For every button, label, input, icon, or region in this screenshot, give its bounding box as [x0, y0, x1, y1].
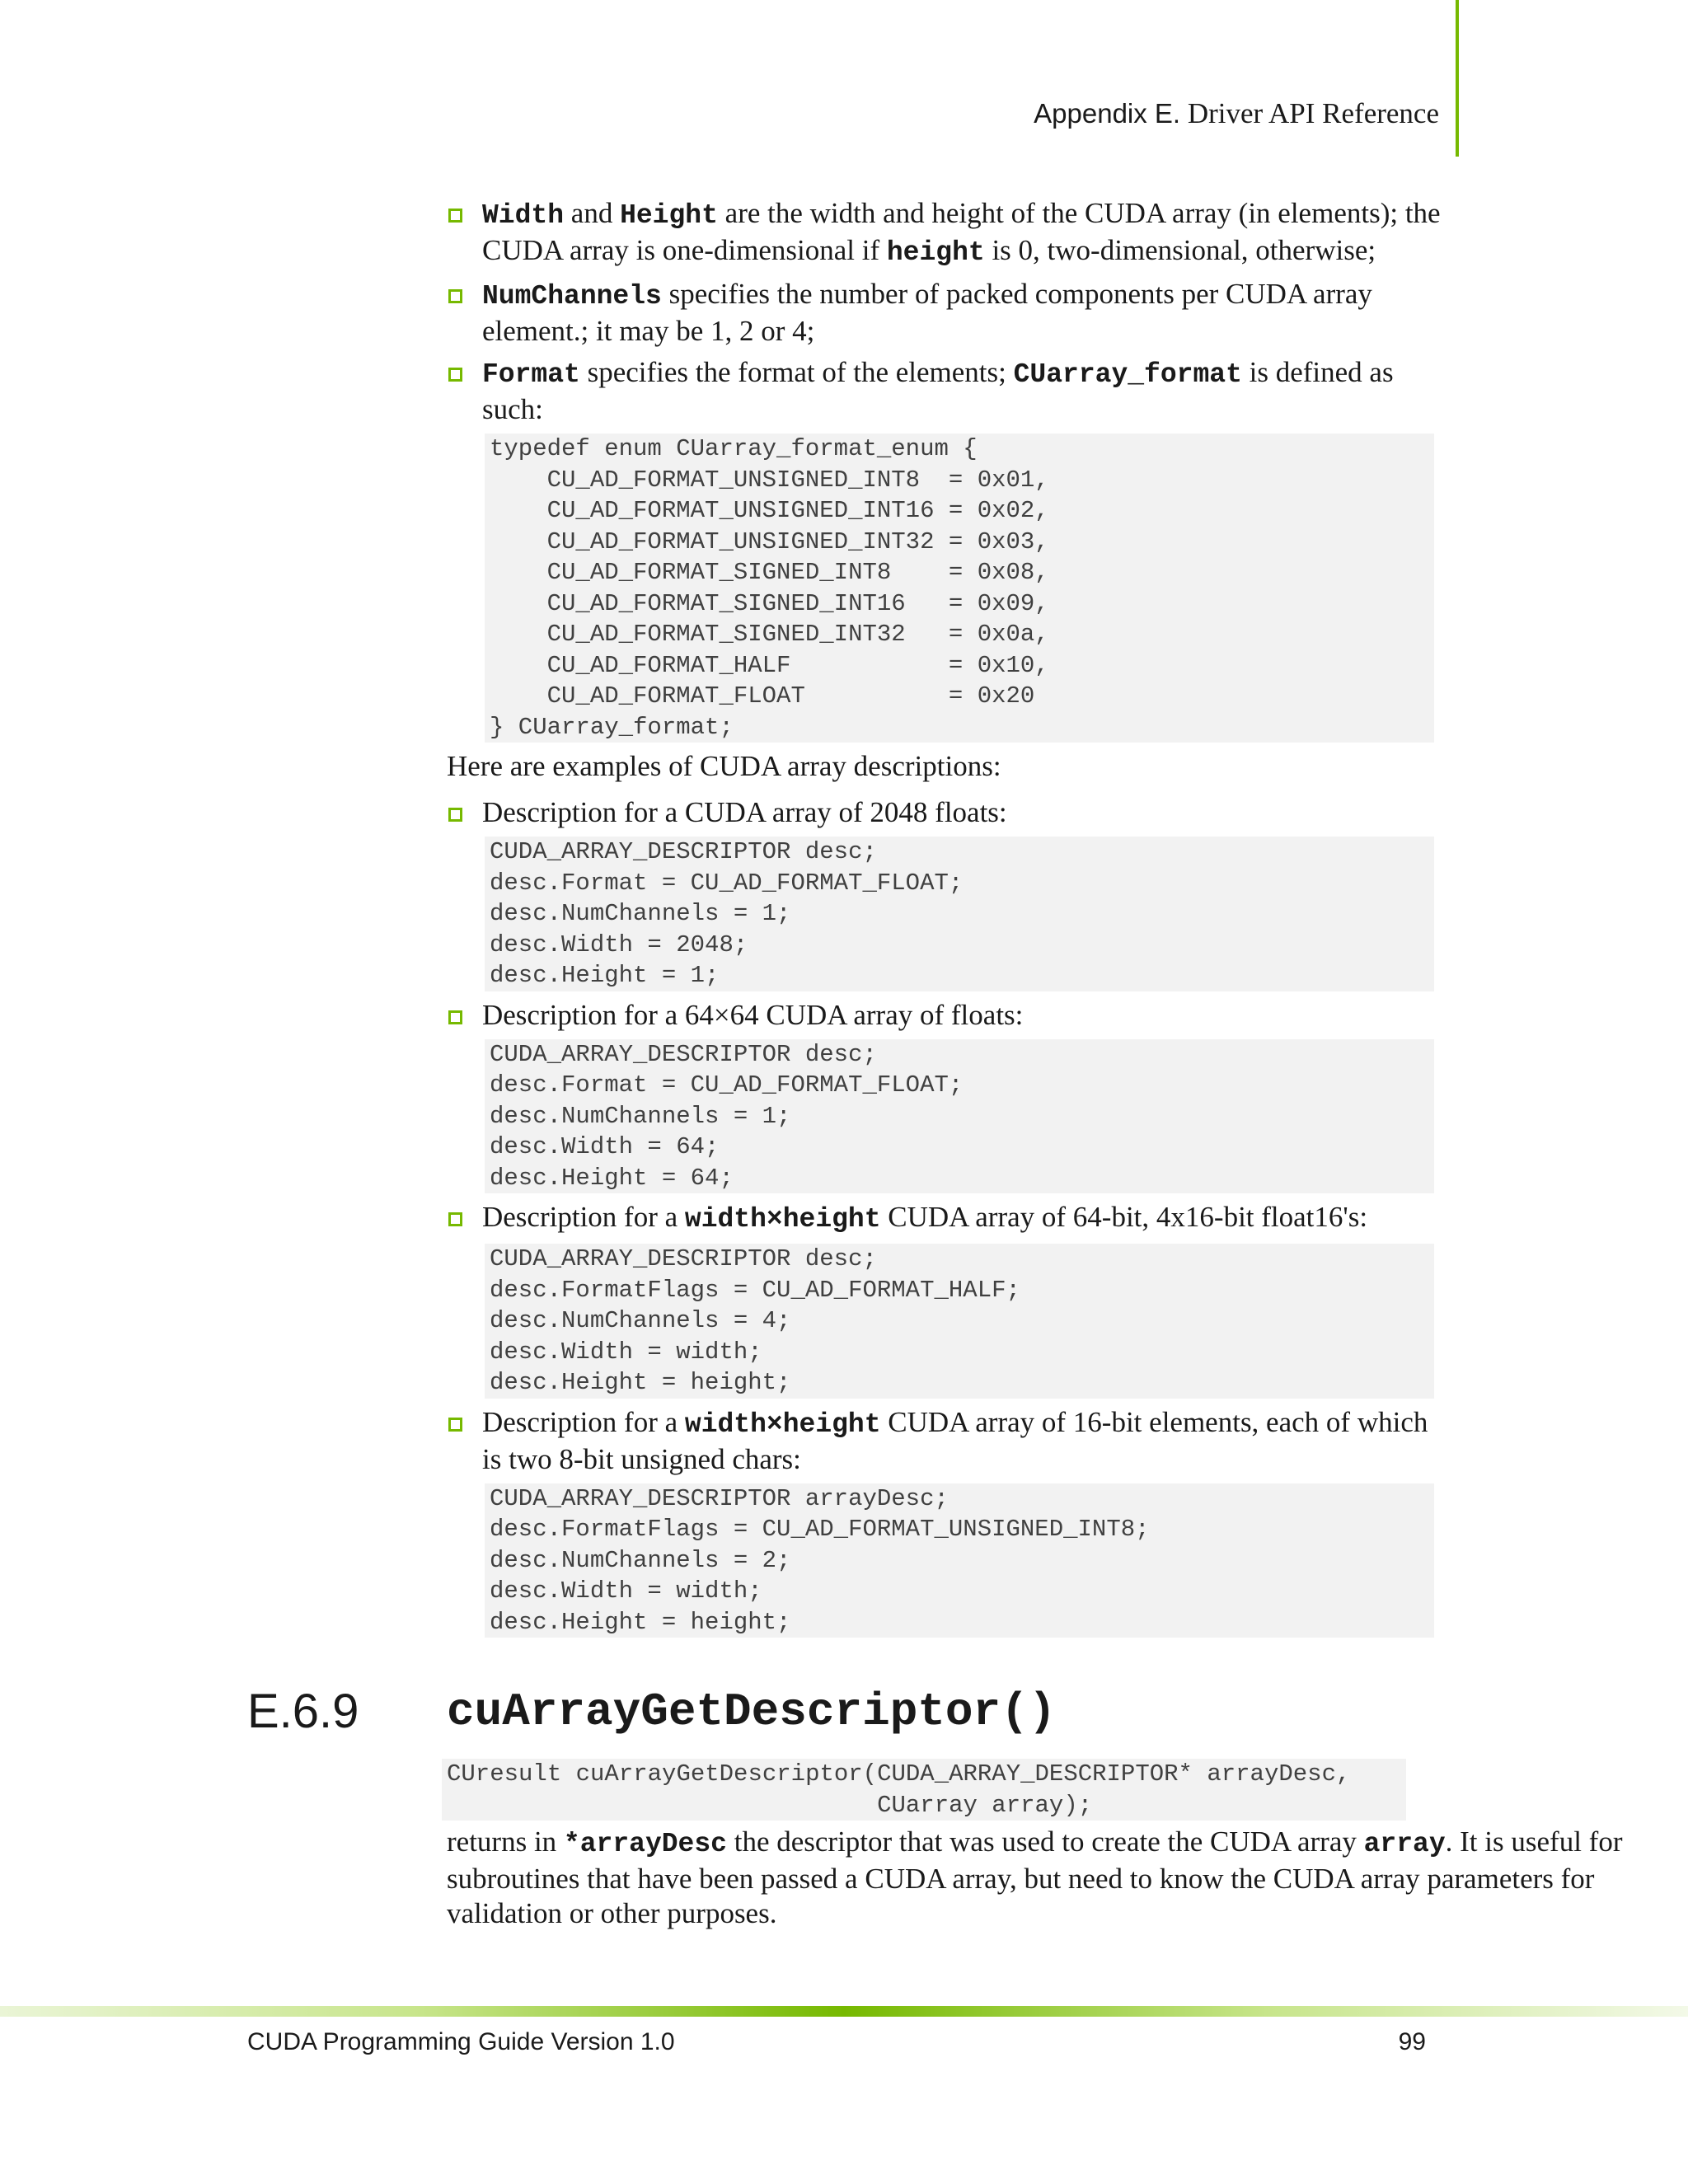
- inline-code: array: [1363, 1829, 1446, 1859]
- checkbox-bullet-icon: [448, 1418, 462, 1432]
- text-run: Description for a CUDA array of 2048 floats:: [482, 796, 1007, 828]
- example-code-block: CUDA_ARRAY_DESCRIPTOR desc; desc.Format = CU_AD_FORMAT_FLOAT; desc.NumChannels = 1; desc.Width = 2048; desc.Height = 1;: [485, 837, 1434, 991]
- inline-code: NumChannels: [482, 281, 662, 312]
- checkbox-bullet-icon: [448, 368, 462, 382]
- header-appendix: Appendix E.: [1034, 98, 1181, 129]
- bullet-text: [482, 277, 1444, 349]
- example-text: [482, 1405, 1444, 1477]
- text-run: the descriptor that was used to create the CUDA array: [726, 1825, 1364, 1858]
- text-run: . It is useful for subroutines that have been passed a CUDA array, but need to know the CUDA array parameters for validation or other purposes.: [447, 1825, 1623, 1929]
- bullet-numchannels: [447, 277, 1444, 349]
- bullet-text: [482, 355, 1444, 427]
- example-bullet: [447, 1405, 1444, 1477]
- text-run: specifies the number of packed components per CUDA array element.; it may be 1, 2 or 4;: [482, 278, 1372, 347]
- example-text: [482, 998, 1444, 1033]
- main-content: [447, 196, 1444, 1644]
- checkbox-bullet-icon: [448, 289, 462, 303]
- inline-code: Width: [482, 200, 565, 231]
- inline-code: width×height: [684, 1408, 881, 1440]
- checkbox-bullet-icon: [448, 1212, 462, 1226]
- inline-code: Format: [482, 359, 580, 390]
- checkbox-bullet-icon: [448, 209, 462, 223]
- text-run: is 0, two-dimensional, otherwise;: [984, 234, 1376, 266]
- example-text: [482, 1200, 1444, 1237]
- text-run: Description for a 64×64 CUDA array of floats:: [482, 998, 1024, 1031]
- example-bullet: [447, 1200, 1444, 1237]
- page-number: 99: [1398, 2028, 1426, 2055]
- checkbox-bullet-icon: [448, 1010, 462, 1024]
- text-run: are the width and height of the CUDA array (in elements); the CUDA array is one-dimensional if: [482, 197, 1441, 266]
- function-signature-code: CUresult cuArrayGetDescriptor(CUDA_ARRAY_DESCRIPTOR* arrayDesc, CUarray array);: [442, 1759, 1406, 1821]
- inline-code: *arrayDesc: [563, 1829, 727, 1859]
- inline-code: height: [886, 237, 985, 268]
- bullet-format: [447, 355, 1444, 427]
- function-description: [447, 1825, 1667, 1931]
- page-footer: [247, 2026, 1426, 2059]
- bullet-text: [482, 196, 1444, 270]
- text-run: is defined as such:: [482, 356, 1394, 425]
- section-number: E.6.9: [247, 1685, 359, 1738]
- text-run: Description for a: [482, 1405, 685, 1438]
- footer-gradient-bar: [0, 2006, 1688, 2017]
- example-code-block: CUDA_ARRAY_DESCRIPTOR desc; desc.FormatFlags = CU_AD_FORMAT_HALF; desc.NumChannels = 4; desc.Width = width; desc.Height = height;: [485, 1244, 1434, 1399]
- text-run: Description for a: [482, 1201, 685, 1233]
- footer-guide-title: CUDA Programming Guide Version 1.0: [247, 2028, 675, 2055]
- example-text: [482, 795, 1444, 830]
- example-bullet: [447, 998, 1444, 1033]
- header-title: Driver API Reference: [1187, 97, 1439, 129]
- inline-code: CUarray_format: [1013, 359, 1242, 390]
- text-run: and: [564, 197, 621, 229]
- example-code-block: CUDA_ARRAY_DESCRIPTOR arrayDesc; desc.FormatFlags = CU_AD_FORMAT_UNSIGNED_INT8; desc.NumChannels = 2; desc.Width = width; desc.Height = height;: [485, 1483, 1434, 1638]
- section-title: cuArrayGetDescriptor(): [447, 1685, 1057, 1738]
- example-bullet: [447, 795, 1444, 830]
- text-run: CUDA array of 64-bit, 4x16-bit float16's:: [880, 1201, 1368, 1233]
- header-rule: [1456, 0, 1459, 157]
- bullet-width-height: [447, 196, 1444, 270]
- example-code-block: CUDA_ARRAY_DESCRIPTOR desc; desc.Format = CU_AD_FORMAT_FLOAT; desc.NumChannels = 1; desc.Width = 64; desc.Height = 64;: [485, 1039, 1434, 1194]
- examples-intro: Here are examples of CUDA array descriptions:: [447, 750, 1001, 782]
- checkbox-bullet-icon: [448, 808, 462, 822]
- inline-code: Height: [620, 200, 718, 231]
- text-run: CUDA array of 16-bit elements, each of which is two 8-bit unsigned chars:: [482, 1405, 1428, 1475]
- page-header: [1034, 97, 1439, 130]
- text-run: specifies the format of the elements;: [579, 356, 1014, 388]
- format-enum-code-block: typedef enum CUarray_format_enum { CU_AD_FORMAT_UNSIGNED_INT8 = 0x01, CU_AD_FORMAT_UNSIGNED_INT16 = 0x02, CU_AD_FORMAT_UNSIGNED_INT32 = 0x03, CU_AD_FORMAT_SIGNED_INT8 = 0x08, CU_AD_FORMAT_SIGNED_INT16 = 0x09, CU_AD_FORMAT_SIGNED_INT32 = 0x0a, CU_AD_FORMAT_HALF = 0x10, CU_AD_FORMAT_FLOAT = 0x20 } CUarray_format;: [485, 434, 1434, 743]
- text-run: returns in: [447, 1825, 564, 1858]
- inline-code: width×height: [684, 1204, 881, 1235]
